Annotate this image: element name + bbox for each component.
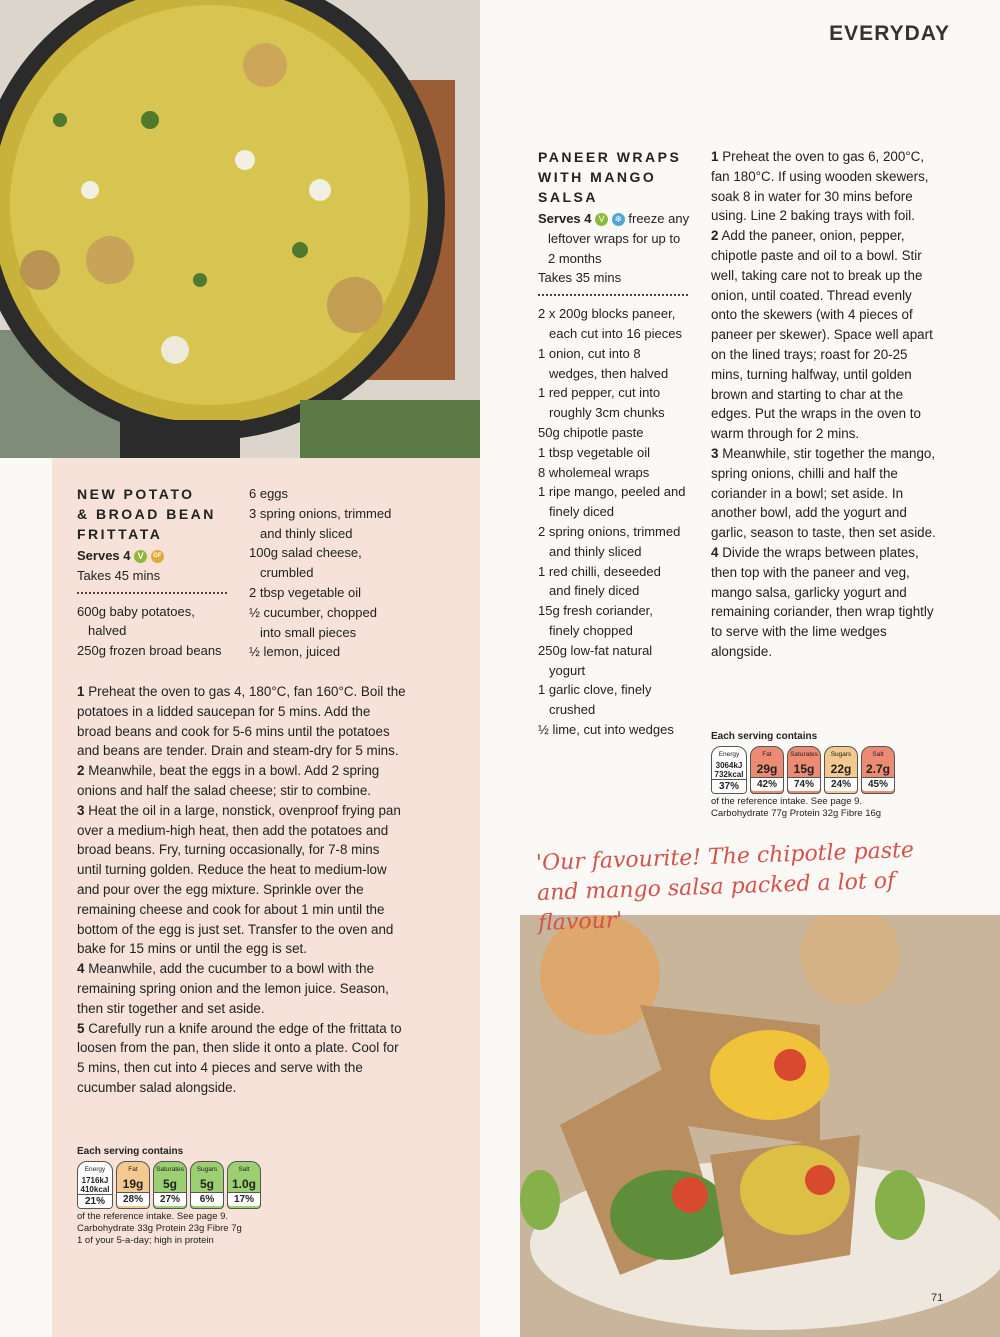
nutrition-saturates: Saturates 5g 27% [153,1161,187,1209]
paneer-recipe-block [538,147,703,740]
frittata-ingredients-right [249,484,469,662]
ingredient-line: crumbled [260,565,314,581]
nutrition-label: Each serving contains [711,731,818,742]
vegetarian-icon: V [134,550,147,563]
nutrition-sugars: Sugars 5g 6% [190,1161,224,1209]
ingredient-line: yogurt [549,662,586,678]
nutrition-label: Each serving contains [77,1146,184,1157]
paneer-title-line: WITH MANGO [538,169,657,185]
frittata-title-line: FRITTATA [77,526,163,542]
method-step: 1 Preheat the oven to gas 6, 200°C, fan 180°C. If using wooden skewers, soak 8 in water for 30 mins before using. Line 2 baking trays with foil. [711,149,929,224]
ingredient-line: 100g salad cheese, [249,545,362,561]
ingredient-line: 1 onion, cut into 8 [538,345,641,361]
frittata-method [77,682,407,1098]
freeze-icon: ❄ [612,213,625,226]
nutrition-saturates: Saturates 15g 74% [787,746,821,794]
method-step: 2 Add the paneer, onion, pepper, chipotle paste and oil to a bowl. Stir well, taking care not to break up the onion, until coated. Thread evenly onto the skewers (with 4 pieces of paneer per skewer). Space well apart on the lined trays; roast for 20-25 mins, turning halfway, until golden brown and starting to char at the edges. Put the wraps in the oven to warm through for 2 mins. [711,228,933,442]
nutrition-panel [77,1161,337,1209]
vegetarian-icon: V [595,213,608,226]
nutrition-fat: Fat 19g 28% [116,1161,150,1209]
ingredient-line: ½ lemon, juiced [249,644,341,660]
ingredient-line: 250g low-fat natural [538,642,653,658]
page-number: 71 [931,1292,944,1304]
ingredient-line: 1 ripe mango, peeled and [538,484,686,500]
nutrition-footer: of the reference intake. See page 9. Carbohydrate 77g Protein 32g Fibre 16g [711,796,882,819]
frittata-title [77,484,252,544]
nutrition-panel [711,746,951,794]
frittata-time: Takes 45 mins [77,567,161,583]
frittata-ingredients-left [77,602,252,661]
divider [77,592,227,594]
ingredient-line: 8 wholemeal wraps [538,464,650,480]
paneer-nutrition [711,731,951,820]
paneer-time: Takes 35 mins [538,270,622,286]
paneer-ingredients [538,304,703,740]
paneer-title-line: SALSA [538,189,598,205]
nutrition-salt: Salt 2.7g 45% [861,746,895,794]
ingredient-line: 3 spring onions, trimmed [249,505,392,521]
ingredient-line: ½ cucumber, chopped [249,604,377,620]
method-step: 4 Divide the wraps between plates, then top with the paneer and veg, mango salsa, garlicky yogurt and remaining coriander, then wrap tightly to serve with the lime wedges alongside. [711,544,934,659]
ingredient-line: and thinly sliced [260,525,353,541]
ingredient-line: 1 tbsp vegetable oil [538,444,651,460]
ingredient-line: 50g chipotle paste [538,424,644,440]
ingredient-line: 2 x 200g blocks paneer, [538,306,676,322]
ingredient-line: 1 red pepper, cut into [538,385,661,401]
divider [538,294,688,296]
ingredient-line: 2 spring onions, trimmed [538,523,681,539]
ingredient-line: into small pieces [260,624,357,640]
paneer-method [711,147,936,662]
ingredient-line: roughly 3cm chunks [549,405,665,421]
ingredient-line: crushed [549,702,596,718]
nutrition-fat: Fat 29g 42% [750,746,784,794]
reader-quote: 'Our favourite! The chipotle paste and mango salsa packed a lot of flavour' [535,837,915,936]
ingredient-line: wedges, then halved [549,365,669,381]
ingredient-line: and thinly sliced [549,543,642,559]
frittata-title-line: & BROAD BEAN [77,506,216,522]
ingredient-line: finely diced [549,504,615,520]
ingredient-line: 1 garlic clove, finely [538,682,652,698]
ingredient-line: ½ lime, cut into wedges [538,721,674,737]
frittata-title-line: NEW POTATO [77,486,195,502]
paneer-wraps-photo [520,915,1000,1337]
ingredient-line: finely chopped [549,622,633,638]
ingredient-line: 2 tbsp vegetable oil [249,584,362,600]
ingredient-line: 600g baby potatoes, [77,603,195,619]
paneer-title-line: PANEER WRAPS [538,149,682,165]
gluten-free-icon: GF [151,550,164,563]
ingredient-line: 15g fresh coriander, [538,603,653,619]
ingredient-line: each cut into 16 pieces [549,325,682,341]
method-step: 2 Meanwhile, beat the eggs in a bowl. Add 2 spring onions and half the salad cheese; stir to combine. [77,763,380,798]
frittata-nutrition [77,1146,337,1247]
nutrition-energy: Energy 3064kJ 732kcal 37% [711,746,747,794]
frittata-photo [0,0,480,458]
ingredient-line: 6 eggs [249,486,289,501]
paneer-title [538,147,703,207]
method-step: 5 Carefully run a knife around the edge of the frittata to loosen from the pan, then slide it onto a plate. Cool for 5 mins, then cut into 4 pieces and serve with the cucumber salad alongside. [77,1020,402,1095]
freeze-note: leftover wraps for up to 2 months [548,230,681,266]
method-step: 1 Preheat the oven to gas 4, 180°C, fan 160°C. Boil the potatoes in a lidded saucepan for 5 mins. Add the broad beans and cook for 5-6 mins until the potatoes and beans are tender. Drain and steam-dry for 5 mins. [77,684,406,759]
section-header: EVERYDAY [829,22,950,45]
nutrition-footer: of the reference intake. See page 9. Carbohydrate 33g Protein 23g Fibre 7g 1 of your 5-a-day; high in protein [77,1211,242,1246]
method-step: 3 Meanwhile, stir together the mango, spring onions, chilli and half the coriander in a bowl; set aside. In another bowl, add the yogurt and garlic, season to taste, then set aside. [711,445,936,541]
ingredient-line: 250g frozen broad beans [77,643,222,659]
paneer-serves: Serves 4 V ❄ freeze any [538,211,690,226]
frittata-serves: Serves 4 V GF [77,546,252,566]
ingredient-line: halved [88,623,127,639]
nutrition-sugars: Sugars 22g 24% [824,746,858,794]
frittata-recipe-block [77,484,252,661]
nutrition-salt: Salt 1.0g 17% [227,1161,261,1209]
nutrition-energy: Energy 1716kJ 410kcal 21% [77,1161,113,1209]
method-step: 4 Meanwhile, add the cucumber to a bowl with the remaining spring onion and the lemon juice. Season, then stir together and set aside. [77,961,389,1016]
ingredient-line: 1 red chilli, deseeded [538,563,661,579]
method-step: 3 Heat the oil in a large, nonstick, ovenproof frying pan over a medium-high heat, then add the potatoes and broad beans. Fry, turning occasionally, for 7-8 mins until turning golden. Reduce the heat to medium-low and pour over the egg mixture. Sprinkle over the remaining cheese and cook for about 1 min until the bottom of the egg is just set. Transfer to the oven and bake for 15 mins or until the egg is set. [77,802,401,957]
ingredient-line: and finely diced [549,583,640,599]
